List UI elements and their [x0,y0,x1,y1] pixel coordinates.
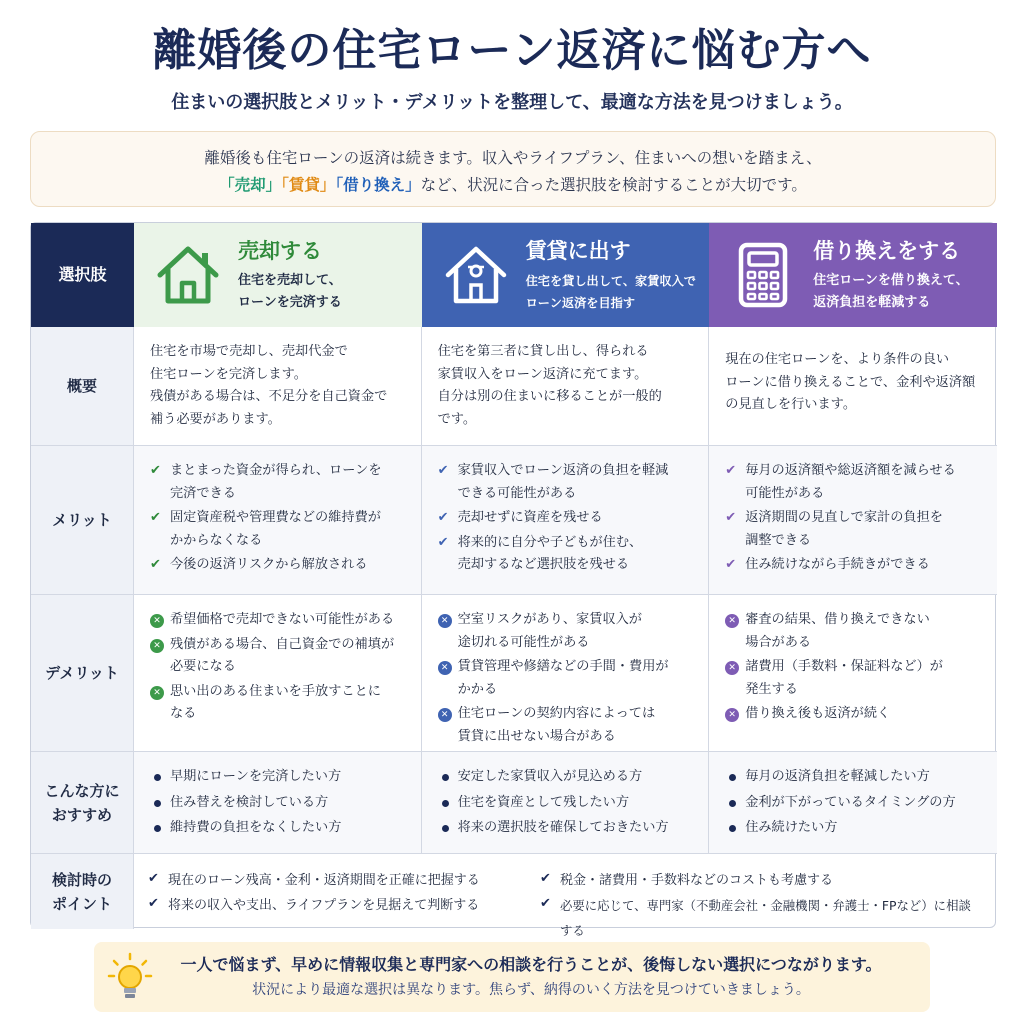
demerit-text: 空室リスクがあり、家賃収入が [457,612,642,627]
bullet-wrap [438,817,458,841]
option-rent-header [422,223,710,327]
check-icon: ✔ [725,510,737,525]
list-item [438,532,699,577]
demerit-refinance [709,595,997,751]
row-label-recommend-line: おすすめ [51,805,113,824]
overview-sell-line: 残債がある場合は、不足分を自己資金で [150,389,388,404]
calculator-icon [727,239,799,311]
recommend-text: 早期にローンを完済したい方 [170,769,342,784]
list-item [438,609,699,654]
merit-text: 完済できる [170,485,236,501]
demerit-text: 発生する [745,681,798,697]
merit-text: 住み続けながら手続きができる [745,557,930,572]
overview-refinance [709,327,997,445]
list-item [438,507,699,530]
check-icon: ✔ [437,534,449,550]
overview-sell-line: 住宅を市場で売却し、売却代金で [150,344,348,359]
bullet-wrap [438,766,458,790]
recommend-refinance [709,752,997,853]
keyword-sell: 「売却」 [219,176,282,194]
merit-text: 売却せずに資産を残せる [457,510,603,525]
list-item [725,507,987,552]
list-item [150,460,411,505]
row-label-points-line: 検討時の [51,870,112,889]
lightbulb-icon [108,952,152,1002]
row-label-points-line: ポイント [51,894,112,913]
overview-rent-line: 家賃収入をローン返済に充てます。 [437,366,648,382]
bullet-dot [729,800,736,807]
bullet-wrap [150,792,170,816]
recommend-text: 毎月の返済負担を軽減したい方 [745,769,930,784]
check-icon: ✔ [540,896,551,911]
option-refinance-desc-2: 返済負担を軽減する [813,295,931,310]
recommend-text: 維持費の負担をなくしたい方 [170,820,342,835]
x-icon: ✕ [725,708,739,722]
recommend-text: 住み替えを検討している方 [170,794,329,810]
list-item [150,681,411,726]
row-label-recommend [31,752,134,853]
merit-rent [422,446,710,594]
merit-refinance [709,446,997,594]
point-text: 税金・諸費用・手数料などのコストも考慮する [560,873,834,888]
house-icon [152,239,224,311]
list-item [150,792,411,816]
overview-rent-line: 住宅を第三者に貸し出し、得られる [437,344,649,359]
overview-sell [134,327,422,445]
bullet-dot [442,825,449,832]
x-mark-wrap [150,609,170,632]
bullet-dot [154,774,161,781]
option-refinance-header [709,223,997,327]
list-item [150,554,411,577]
advice-line-1: 一人で悩まず、早めに情報収集と専門家への相談を行うことが、後悔しない選択につながります。 [180,955,882,974]
row-label-merit: メリット [31,446,134,594]
bullet-dot [154,800,161,807]
demerit-text: 思い出のある住まいを手放すことに [170,683,381,699]
list-item [725,460,987,505]
merit-text: 今後の返済リスクから解放される [170,557,368,572]
x-icon: ✕ [725,661,739,675]
list-item [150,817,411,841]
list-item [725,703,987,726]
intro-box [30,131,996,207]
row-label-points [31,854,134,929]
page-subtitle: 住まいの選択肢とメリット・デメリットを整理して、最適な方法を見つけましょう。 [171,92,853,113]
bullet-wrap [725,792,745,816]
check-icon: ✔ [725,557,737,572]
demerit-text: 審査の結果、借り換えできない [745,612,930,627]
comparison-table [30,222,996,938]
point-item [148,868,540,893]
list-item [438,656,699,701]
check-icon: ✔ [150,463,161,478]
option-rent-desc-1: 住宅を貸し出して、家賃収入で [525,274,696,288]
x-icon: ✕ [725,614,739,628]
merit-text: まとまった資金が得られ、ローンを [170,463,382,478]
overview-rent-line: です。 [437,411,477,427]
bullet-wrap [438,792,458,816]
option-refinance-desc-1: 住宅ローンを借り換えて、 [813,273,969,288]
header-label: 選択肢 [31,223,134,327]
recommend-text: 住宅を資産として残したい方 [457,794,630,810]
points-list [134,854,997,938]
check-icon: ✔ [148,871,159,886]
bullet-wrap [725,766,745,790]
point-text: 将来の収入や支出、ライフプランを見据えて判断する [168,898,480,913]
option-rent-title: 賃貸に出す [525,239,631,263]
check-icon: ✔ [150,510,161,525]
demerit-row [31,595,997,752]
list-item [438,703,699,748]
merit-row [31,446,997,595]
recommend-sell [134,752,422,853]
page-title: 離婚後の住宅ローン返済に悩む方へ [152,25,872,76]
overview-rent-line: 自分は別の住まいに移ることが一般的 [437,389,662,404]
list-item [438,792,699,816]
list-item [438,460,699,505]
check-icon: ✔ [725,463,737,478]
bullet-dot [442,774,449,781]
merit-sell [134,446,422,594]
overview-sell-line: 補う必要があります。 [150,411,281,427]
list-item [725,554,987,577]
intro-line-1: 離婚後も住宅ローンの返済は続きます。収入やライフプラン、住まいへの想いを踏まえ、 [204,149,822,167]
x-icon: ✕ [438,708,452,722]
point-item [148,893,540,943]
option-rent-desc-2: ローン返済を目指す [525,296,636,310]
row-label-recommend-line: こんな方に [44,781,120,800]
option-sell-desc-2: ローンを完済する [238,295,342,310]
overview-refinance-line: ローンに借り換えることで、金利や返済額 [725,374,976,390]
recommend-rent [422,752,710,853]
demerit-rent [422,595,710,751]
point-item [540,868,980,893]
point-item [540,893,980,943]
list-item [725,656,987,701]
demerit-text: 賃貸管理や修繕などの手間・費用が [457,659,669,674]
demerit-text: 場合がある [745,634,812,650]
demerit-text: 諸費用（手数料・保証料など）が [745,659,943,674]
x-mark-wrap [438,703,458,726]
row-label-demerit: デメリット [31,595,134,751]
x-mark-wrap [438,656,458,679]
recommend-text: 将来の選択肢を確保しておきたい方 [457,820,669,835]
x-icon: ✕ [150,614,164,628]
list-item [438,766,699,790]
intro-line-2 [31,172,995,199]
recommend-row [31,752,997,854]
x-mark-wrap [150,634,170,657]
merit-text: 返済期間の見直しで家計の負担を [745,510,943,525]
advice-box [94,942,930,1012]
check-icon: ✔ [148,896,159,911]
rental-house-icon [440,239,512,311]
bullet-dot [729,825,736,832]
list-item [438,817,699,841]
check-icon: ✔ [150,557,161,572]
recommend-text: 金利が下がっているタイミングの方 [745,794,956,810]
x-mark-wrap [725,703,745,726]
x-icon: ✕ [150,639,164,653]
merit-text: 調整できる [745,532,812,548]
points-row [31,854,997,938]
check-icon: ✔ [437,510,449,525]
overview-refinance-line: 現在の住宅ローンを、より条件の良い [725,352,950,367]
merit-text: 売却するなど選択肢を残せる [457,557,630,572]
bullet-wrap [150,817,170,841]
list-item [150,766,411,790]
demerit-text: 借り換え後も返済が続く [745,706,891,721]
check-icon: ✔ [540,871,551,886]
demerit-text: 残債がある場合、自己資金での補填が [170,636,395,652]
overview-refinance-line: の見直しを行います。 [725,397,857,412]
recommend-text: 安定した家賃収入が見込める方 [457,769,643,784]
option-sell-title: 売却する [238,239,322,263]
demerit-sell [134,595,422,751]
demerit-text: なる [170,706,197,721]
merit-text: できる可能性がある [457,485,577,501]
merit-text: 可能性がある [745,485,825,501]
bullet-dot [442,800,449,807]
bullet-dot [729,774,736,781]
x-icon: ✕ [438,661,452,675]
list-item [725,766,987,790]
table-header-row [31,223,997,327]
demerit-text: かかる [457,681,498,697]
x-mark-wrap [725,609,745,632]
demerit-text: 必要になる [170,659,236,674]
point-text: 必要に応じて、専門家（不動産会社・金融機関・弁護士・FPなど）に相談する [560,898,971,938]
merit-text: 固定資産税や管理費などの維持費が [170,510,381,525]
check-icon: ✔ [437,463,449,478]
merit-text: 毎月の返済額や総返済額を減らせる [745,463,956,478]
x-icon: ✕ [150,686,164,700]
overview-rent [422,327,710,445]
x-mark-wrap [150,681,170,704]
x-icon: ✕ [438,614,452,628]
recommend-text: 住み続けたい方 [745,820,838,835]
overview-row [31,327,997,446]
option-refinance-title: 借り換えをする [813,239,961,263]
bullet-dot [154,825,161,832]
demerit-text: 途切れる可能性がある [457,634,590,650]
demerit-text: 賃貸に出せない場合がある [457,728,616,744]
list-item [725,817,987,841]
x-mark-wrap [725,656,745,679]
list-item [150,609,411,632]
merit-text: 家賃収入でローン返済の負担を軽減 [457,463,669,478]
list-item [150,634,411,679]
merit-text: 将来的に自分や子どもが住む、 [457,534,643,550]
keyword-refinance: 「借り換え」 [335,176,421,194]
demerit-text: 希望価格で売却できない可能性がある [170,612,395,627]
point-text: 現在のローン残高・金利・返済期間を正確に把握する [168,873,480,888]
overview-sell-line: 住宅ローンを完済します。 [150,366,307,382]
merit-text: かからなくなる [170,532,263,548]
list-item [150,507,411,552]
option-sell-header [134,223,422,327]
advice-line-2: 状況により最適な選択は異なります。焦らず、納得のいく方法を見つけていきましょう。 [252,982,810,998]
option-sell-desc-1: 住宅を売却して、 [238,273,342,288]
list-item [725,792,987,816]
list-item [725,609,987,654]
demerit-text: 住宅ローンの契約内容によっては [457,706,656,721]
row-label-overview: 概要 [31,327,134,445]
bullet-wrap [725,817,745,841]
keyword-rent: 「賃貸」 [281,176,336,194]
intro-line-2-rest: など、状況に合った選択肢を検討することが大切です。 [420,176,807,194]
x-mark-wrap [438,609,458,632]
bullet-wrap [150,766,170,790]
